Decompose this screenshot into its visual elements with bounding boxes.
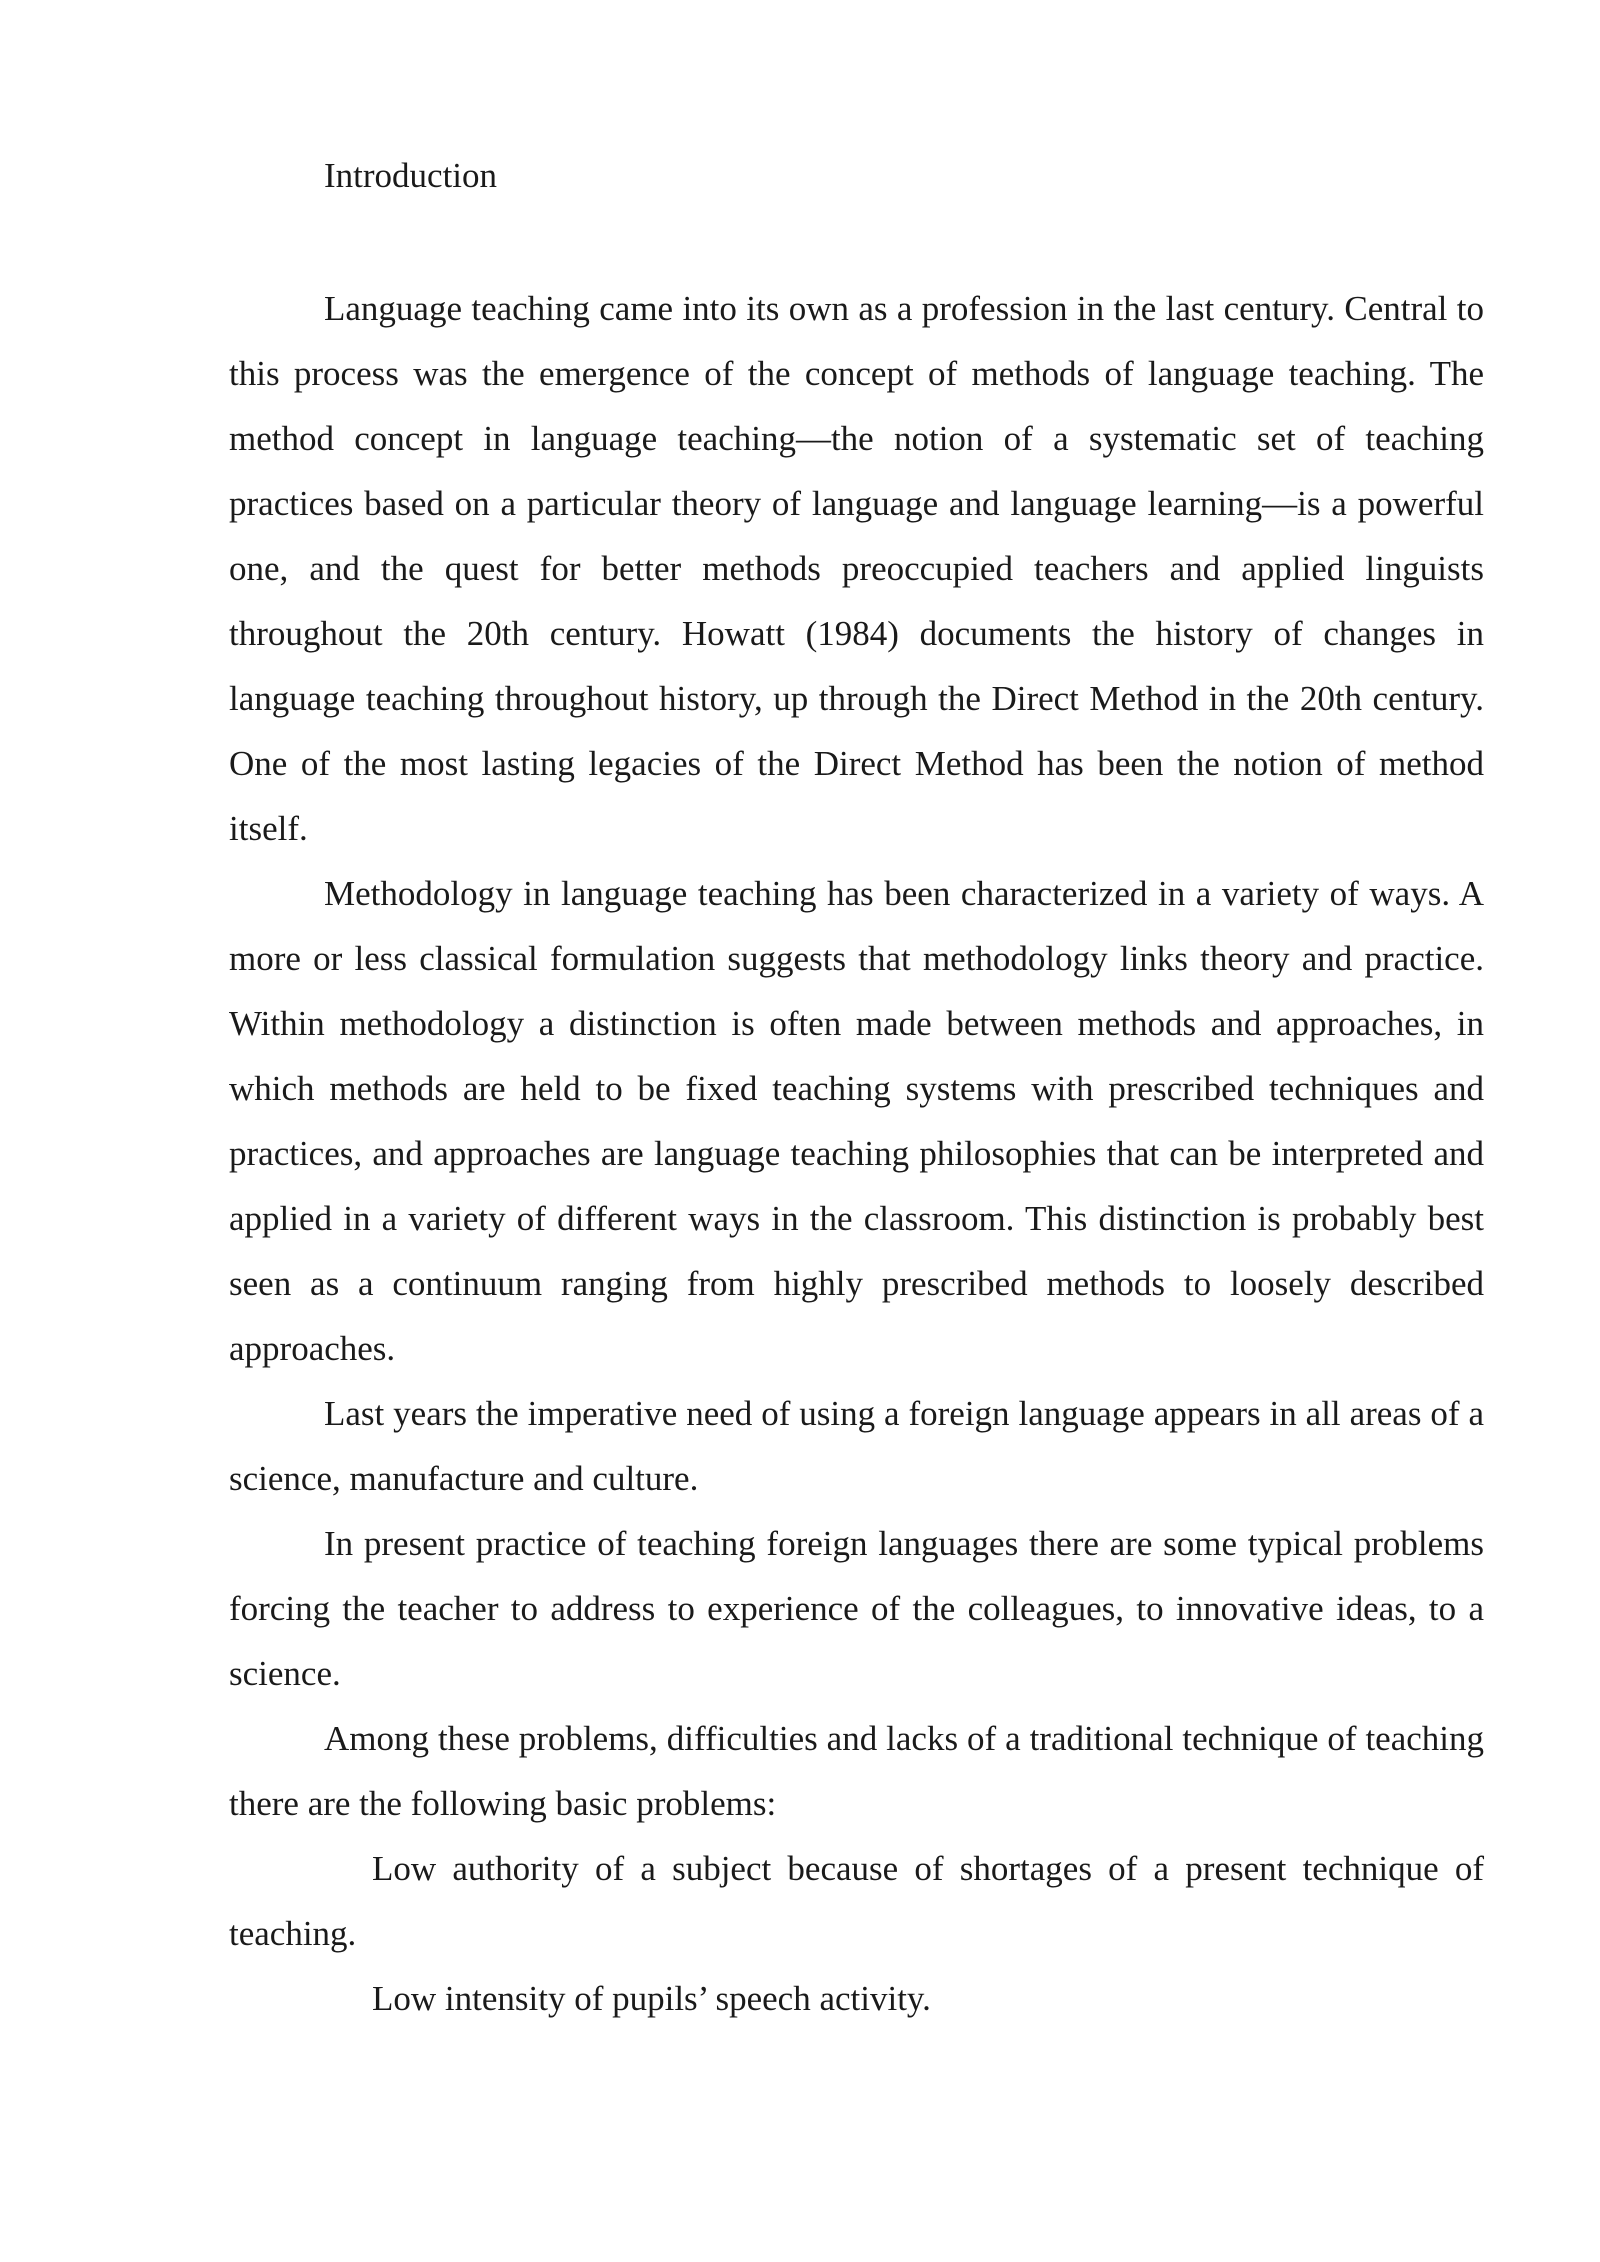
paragraph: Methodology in language teaching has been characterized in a variety of ways. A more or less classical formulation suggests that methodology links theory and practice. Within methodology a distinction is often made between methods and approaches, in which methods are held to be fixed teaching systems with prescribed techniques and practices, and approaches are language teaching philosophies that can be interpreted and applied in a variety of different ways in the classroom. This distinction is probably best seen as a continuum ranging from highly prescribed methods to loosely described approaches.	[229, 874, 1484, 1368]
heading-spacer	[229, 205, 1484, 276]
section-heading: Introduction	[324, 156, 498, 195]
paragraph: Language teaching came into its own as a profession in the last century. Central to this process was the emergence of the concept of methods of language teaching. The method concept in language teaching—the notion of a systematic set of teaching practices based on a particular theory of language and language learning—is a powerful one, and the quest for better methods preoccupied teachers and applied linguists throughout the 20th century. Howatt (1984) documents the history of changes in language teaching throughout history, up through the Direct Method in the 20th century. One of the most lasting legacies of the Direct Method has been the notion of method itself.	[229, 289, 1484, 848]
paragraph: In present practice of teaching foreign languages there are some typical problems forcing the teacher to address to experience of the colleagues, to innovative ideas, to a science.	[229, 1524, 1484, 1693]
document-body	[229, 146, 1484, 2031]
list-item: Low authority of a subject because of shortages of a present technique of teaching.	[229, 1849, 1484, 1953]
list-item: Low intensity of pupils’ speech activity.	[372, 1979, 931, 2018]
paragraph: Last years the imperative need of using a foreign language appears in all areas of a science, manufacture and culture.	[229, 1394, 1484, 1498]
paragraph: Among these problems, difficulties and lacks of a traditional technique of teaching there are the following basic problems:	[229, 1719, 1484, 1823]
